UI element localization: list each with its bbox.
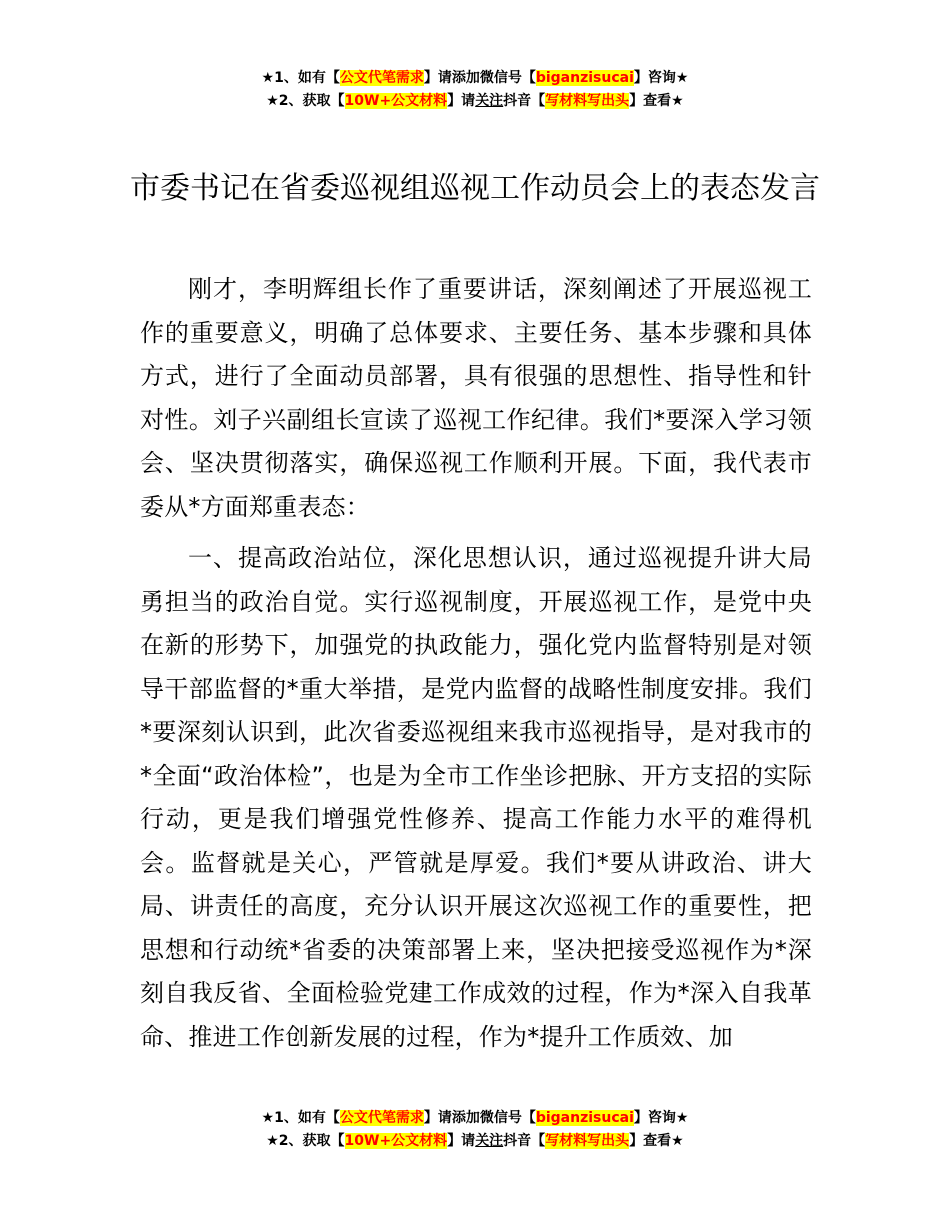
banner-highlight: 10W+公文材料 (344, 93, 448, 109)
footer-banner (0, 1107, 950, 1153)
banner-highlight-douyin: 写材料写出头 (545, 1133, 630, 1149)
banner-text: 】请添加微信号【 (423, 1110, 536, 1126)
banner-highlight: 10W+公文材料 (344, 1133, 448, 1149)
banner-underlined-text: 关注 (475, 93, 504, 109)
document-body (140, 268, 812, 1059)
banner-text: ★1、如有【 (261, 1110, 340, 1126)
banner-text: ★1、如有【 (261, 70, 340, 86)
banner-text: 】请 (447, 1133, 476, 1149)
banner-highlight: 公文代笔需求 (339, 70, 424, 86)
banner-text: 】请 (447, 93, 476, 109)
banner-underlined-text: 关注 (475, 1133, 504, 1149)
paragraph-section-one: 一、提高政治站位，深化思想认识，通过巡视提升讲大局勇担当的政治自觉。实行巡视制度，开展巡视工作，是党中央在新的形势下，加强党的执政能力，强化党内监督特别是对领导干部监督的*重大举措，是党内监督的战略性制度安排。我们*要深刻认识到，此次省委巡视组来我市巡视指导，是对我市的*全面“政治体检”，也是为全市工作坐诊把脉、开方支招的实际行动，更是我们增强党性修养、提高工作能力水平的难得机会。监督就是关心，严管就是厚爱。我们*要从讲政治、讲大局、讲责任的高度，充分认识开展这次巡视工作的重要性，把思想和行动统*省委的决策部署上来，坚决把接受巡视作为*深刻自我反省、全面检验党建工作成效的过程，作为*深入自我革命、推进工作创新发展的过程，作为*提升工作质效、加 (140, 544, 812, 1051)
header-banner (0, 67, 950, 113)
banner-text: 抖音【 (503, 93, 546, 109)
banner-line-2 (0, 1130, 950, 1153)
banner-highlight-douyin: 写材料写出头 (545, 93, 630, 109)
banner-text: 】咨询★ (633, 70, 689, 86)
banner-line-2 (0, 90, 950, 113)
banner-highlight: 公文代笔需求 (339, 1110, 424, 1126)
banner-text: ★2、获取【 (266, 93, 345, 109)
banner-text: ★2、获取【 (266, 1133, 345, 1149)
paragraph-intro: 刚才，李明辉组长作了重要讲话，深刻阐述了开展巡视工作的重要意义，明确了总体要求、主要任务、基本步骤和具体方式，进行了全面动员部署，具有很强的思想性、指导性和针对性。刘子兴副组长宣读了巡视工作纪律。我们*要深入学习领会、坚决贯彻落实，确保巡视工作顺利开展。下面，我代表市委从*方面郑重表态： (140, 275, 812, 521)
banner-line-1 (0, 1107, 950, 1130)
banner-line-1 (0, 67, 950, 90)
banner-highlight-wechat-id: biganzisucai (535, 1110, 634, 1126)
banner-text: 】查看★ (629, 93, 684, 109)
banner-highlight-wechat-id: biganzisucai (535, 70, 634, 86)
banner-text: 】请添加微信号【 (423, 70, 536, 86)
banner-text: 抖音【 (503, 1133, 546, 1149)
banner-text: 】查看★ (629, 1133, 684, 1149)
document-title: 市委书记在省委巡视组巡视工作动员会上的表态发言 (130, 171, 820, 206)
banner-text: 】咨询★ (633, 1110, 689, 1126)
